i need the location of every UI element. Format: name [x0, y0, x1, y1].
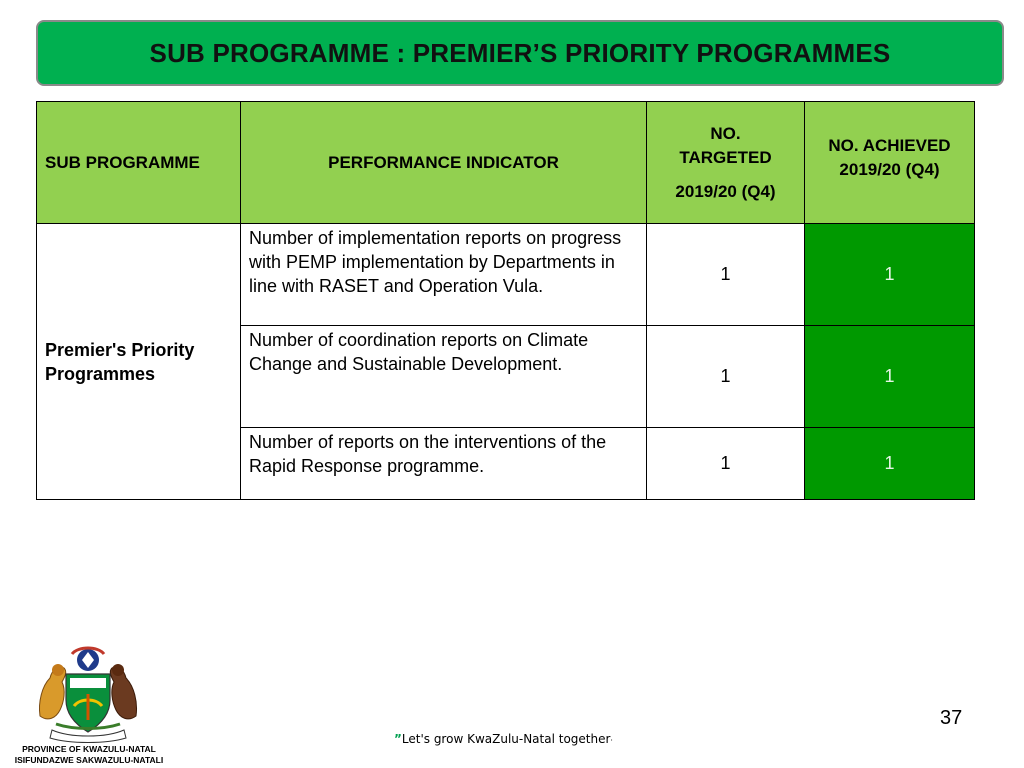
- slogan-text: Let's grow KwaZulu-Natal together: [401, 732, 611, 746]
- province-name-zulu: ISIFUNDAZWE SAKWAZULU-NATALI: [14, 755, 164, 765]
- achieved-cell: 1: [805, 428, 975, 500]
- sub-programme-cell: Premier's Priority Programmes: [37, 224, 241, 500]
- kwazulu-natal-coat-of-arms-icon: [34, 644, 142, 744]
- slogan: [394, 732, 613, 746]
- table-row: [37, 224, 975, 326]
- achieved-cell: 1: [805, 326, 975, 428]
- page-number: 37: [940, 707, 963, 729]
- indicator-cell: Number of reports on the interventions of the Rapid Response programme.: [241, 428, 647, 500]
- slogan-quote: ”: [394, 732, 402, 746]
- province-name: PROVINCE OF KWAZULU-NATAL: [22, 744, 156, 754]
- indicator-cell: Number of coordination reports on Climate Change and Sustainable Development.: [241, 326, 647, 428]
- header-targeted-period: 2019/20 (Q4): [675, 181, 776, 201]
- achieved-cell: 1: [805, 224, 975, 326]
- header-row: [37, 102, 975, 224]
- header-targeted-line1: NO.: [710, 123, 741, 143]
- header-targeted: [647, 102, 805, 224]
- performance-table: [36, 101, 975, 500]
- indicator-cell: Number of implementation reports on progress with PEMP implementation by Departments in line with RASET and Operation Vula.: [241, 224, 647, 326]
- title-banner: [36, 20, 1004, 86]
- page-title: SUB PROGRAMME : PREMIER’S PRIORITY PROGRAMMES: [149, 37, 891, 68]
- header-achieved-period: 2019/20 (Q4): [839, 159, 940, 179]
- slogan-end: ·: [610, 736, 613, 745]
- header-targeted-line2: TARGETED: [679, 147, 772, 167]
- header-performance-indicator: PERFORMANCE INDICATOR: [241, 102, 647, 224]
- header-achieved-line1: NO. ACHIEVED: [828, 135, 951, 155]
- header-sub-programme: SUB PROGRAMME: [37, 102, 241, 224]
- targeted-cell: 1: [647, 428, 805, 500]
- header-achieved: [805, 102, 975, 224]
- targeted-cell: 1: [647, 326, 805, 428]
- targeted-cell: 1: [647, 224, 805, 326]
